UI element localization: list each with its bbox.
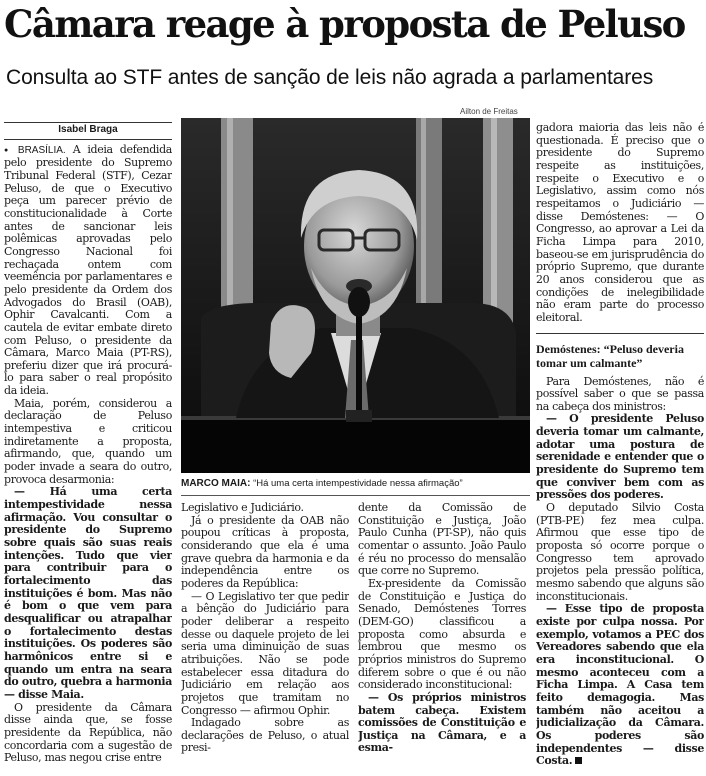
article-paragraph: ● BRASÍLIA. A ideia defendida pelo presidente do Supremo Tribunal Federal (STF), Cezar Peluso, de que o Executivo peça um parecer prévio de constitucionalidade à Corte antes de sancionar leis polêmicas aprovadas pelo Congresso Nacional foi rechaçada ontem com veemência por parlamentares e pelo presidente da Ordem dos Advogados do Brasil (OAB), Ophir Cavalcanti. Com a cautela de evitar embate direto com Peluso, o presidente da Câmara, Marco Maia (PT-RS), preferiu dizer que irá procurá-lo para saber o real propósito da ideia.	[4, 144, 172, 398]
article-column-1	[4, 122, 172, 774]
section-divider	[536, 333, 704, 334]
end-mark	[575, 757, 582, 764]
byline: Isabel Braga	[4, 122, 172, 140]
photo-credit: Ailton de Freitas	[460, 107, 518, 116]
quote-paragraph: — Esse tipo de proposta existe por culpa nossa. Por exemplo, votamos a PEC dos Vereadores sabendo que ela era inconstitucional. O mesmo aconteceu com a Ficha Limpa. A Casa tem feito demagogia. Mas também não aceitou a judicialização da Câmara. Os poderes são independentes — disse Costa.	[536, 602, 704, 768]
article-paragraph: dente da Comissão de Constituição e Justiça, João Paulo Cunha (PT-SP), não quis comentar o assunto. João Paulo é réu no processo do mensalão que corre no Supremo.	[358, 502, 526, 578]
quote-paragraph: — Há uma certa intempestividade nessa afirmação. Vou consultar o presidente do Supremo sobre quais são suas reais intenções. Tudo que vier para contribuir para o fortalecimento das instituições é bom. Mas não é bom o que vem para desqualificar ou atrapalhar o fortalecimento destas instituições. Os poderes são harmônicos entre si e quando um entra na seara do outro, quebra a harmonia — disse Maia.	[4, 485, 172, 701]
caption-name: MARCO MAIA:	[181, 478, 251, 489]
headline: Câmara reage à proposta de Peluso	[4, 2, 685, 46]
subheadline: Consulta ao STF antes de sanção de leis não agrada a parlamentares	[6, 66, 654, 89]
quote-paragraph: — Os próprios ministros batem cabeça. Existem comissões de Constituição e Justiça na Câmara, e a esma-	[358, 690, 526, 755]
article-column-2	[181, 502, 349, 774]
intertitle: Demóstenes: “Peluso deveria tomar um calmante”	[536, 341, 684, 370]
article-column-3	[358, 502, 526, 774]
quote-paragraph: — O Legislativo ter que pedir a bênção do Judiciário para poder deliberar a respeito desse ou daquele projeto de lei seria uma diminuição de suas atribuições. Não se pode estabelecer essa ditadura do Judiciário em relação aos projetos que tramitam no Congresso — afirmou Ophir.	[181, 589, 349, 717]
dateline: ● BRASÍLIA.	[4, 145, 66, 156]
caption-divider	[181, 495, 530, 496]
article-paragraph: Já o presidente da OAB não poupou críticas à proposta, considerando que ela é uma grave quebra da harmonia e da independência entre os poderes da República:	[181, 513, 349, 590]
article-paragraph: gadora maioria das leis não é questionada. É preciso que o presidente do Supremo respeite as instituições, respeite o Executivo e o Legislativo, assim como nós respeitamos o Judiciário — disse Demóstenes: — O Congresso, ao aprovar a Lei da Ficha Limpa para 2010, baseou-se em jurisprudência do próprio Supremo, que durante 20 anos considerou que as condições de inelegibilidade não eram parte do processo eleitoral.	[536, 122, 704, 324]
article-paragraph: Para Demóstenes, não é possível saber o que se passa na cabeça dos ministros:	[536, 374, 704, 413]
article-column-4	[536, 122, 704, 774]
article-paragraph: Legislativo e Judiciário.	[181, 502, 304, 514]
quote-paragraph: — O presidente Peluso deveria tomar um calmante, adotar uma postura de serenidade e entender que o presidente do Supremo tem que conviver bem com as pressões dos poderes.	[536, 412, 704, 502]
photo-marco-maia	[181, 118, 530, 473]
article-paragraph: Indagado sobre as declarações de Peluso, o atual presi-	[181, 716, 349, 755]
article-paragraph: O presidente da Câmara disse ainda que, se fosse presidente da República, não concordaria com a sugestão de Peluso, mas negou crise entre	[4, 700, 172, 765]
caption-text: “Há uma certa intempestividade nessa afirmação”	[253, 478, 463, 489]
photo-caption	[181, 478, 530, 489]
article-photo	[181, 118, 530, 473]
article-paragraph: O deputado Silvio Costa (PTB-PE) fez mea culpa. Afirmou que esse tipo de proposta só ocorre porque o Congresso tem aprovado projetos pela pressão política, mesmo sabendo que alguns são inconstitucionais.	[536, 501, 704, 603]
article-paragraph: Ex-presidente da Comissão de Constituição e Justiça do Senado, Demóstenes Torres (DEM-GO) classificou a proposta como absurda e lembrou que mesmo os próprios ministros do Supremo diferem sobre o que é ou não considerado inconstitucional:	[358, 576, 526, 692]
article-paragraph: Maia, porém, considerou a declaração de Peluso intempestiva e criticou indiretamente a proposta, afirmando, que, quando um poder invade a seara do outro, provoca desarmonia:	[4, 396, 172, 486]
